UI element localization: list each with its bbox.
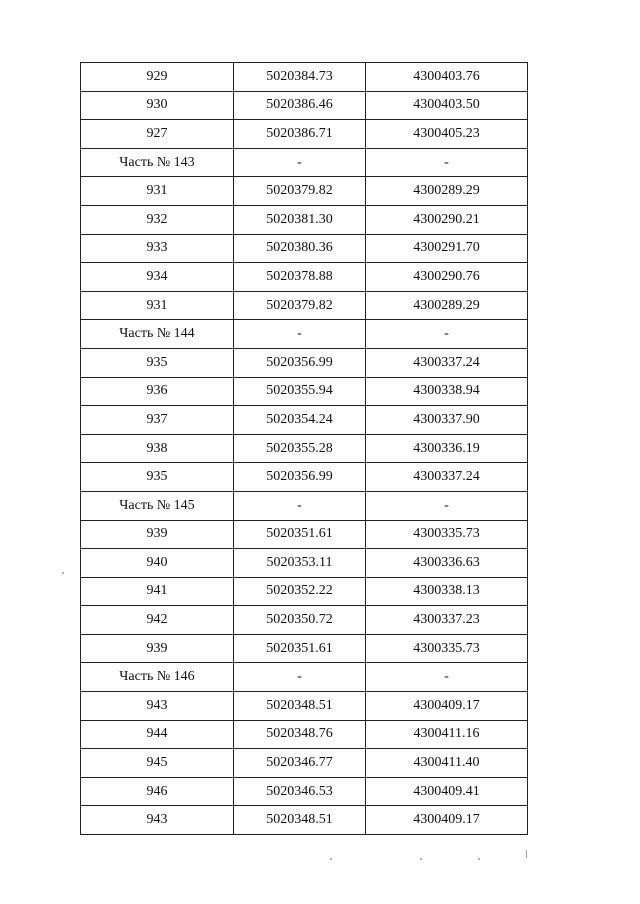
table-row [81,749,528,778]
y-coordinate-cell: 4300409.17 [366,806,528,835]
point-number-cell: 935 [81,463,234,492]
point-number-cell: 927 [81,120,234,149]
x-coordinate-cell: 5020384.73 [234,63,366,92]
y-coordinate-cell: 4300337.23 [366,606,528,635]
y-coordinate-cell: 4300338.13 [366,577,528,606]
x-coordinate-cell: 5020351.61 [234,634,366,663]
y-coordinate-cell: 4300403.50 [366,91,528,120]
y-coordinate-cell: 4300411.16 [366,720,528,749]
x-coordinate-cell: 5020380.36 [234,234,366,263]
x-coordinate-cell: 5020355.94 [234,377,366,406]
x-coordinate-cell: 5020350.72 [234,606,366,635]
point-number-cell: 945 [81,749,234,778]
section-label-cell: Часть № 145 [81,491,234,520]
point-number-cell: 938 [81,434,234,463]
y-coordinate-cell: 4300403.76 [366,63,528,92]
point-number-cell: 936 [81,377,234,406]
section-header-row [81,491,528,520]
point-number-cell: 941 [81,577,234,606]
y-coordinate-cell: 4300336.63 [366,549,528,578]
table-row [81,577,528,606]
x-coordinate-cell: 5020346.77 [234,749,366,778]
section-label-cell: Часть № 143 [81,148,234,177]
x-coordinate-cell: - [234,663,366,692]
table-row [81,406,528,435]
table-row [81,720,528,749]
table-row [81,177,528,206]
scan-speck [478,858,480,860]
point-number-cell: 933 [81,234,234,263]
table-row [81,291,528,320]
x-coordinate-cell: 5020348.76 [234,720,366,749]
y-coordinate-cell: 4300289.29 [366,177,528,206]
x-coordinate-cell: 5020351.61 [234,520,366,549]
x-coordinate-cell: 5020354.24 [234,406,366,435]
x-coordinate-cell: 5020356.99 [234,463,366,492]
section-header-row [81,320,528,349]
y-coordinate-cell: 4300336.19 [366,434,528,463]
y-coordinate-cell: 4300409.17 [366,692,528,721]
table-row [81,120,528,149]
x-coordinate-cell: 5020386.71 [234,120,366,149]
section-header-row [81,663,528,692]
table-row [81,634,528,663]
point-number-cell: 932 [81,205,234,234]
x-coordinate-cell: 5020352.22 [234,577,366,606]
y-coordinate-cell: - [366,663,528,692]
table-row [81,520,528,549]
table-row [81,63,528,92]
table-row [81,434,528,463]
y-coordinate-cell: 4300337.90 [366,406,528,435]
y-coordinate-cell: 4300335.73 [366,520,528,549]
y-coordinate-cell: 4300337.24 [366,463,528,492]
scan-speck [420,858,422,860]
x-coordinate-cell: 5020386.46 [234,91,366,120]
table-row [81,205,528,234]
point-number-cell: 937 [81,406,234,435]
table-row [81,692,528,721]
y-coordinate-cell: 4300289.29 [366,291,528,320]
y-coordinate-cell: 4300337.24 [366,348,528,377]
point-number-cell: 930 [81,91,234,120]
x-coordinate-cell: - [234,491,366,520]
table-row [81,348,528,377]
y-coordinate-cell: - [366,148,528,177]
point-number-cell: 943 [81,806,234,835]
point-number-cell: 940 [81,549,234,578]
x-coordinate-cell: 5020353.11 [234,549,366,578]
point-number-cell: 943 [81,692,234,721]
x-coordinate-cell: 5020379.82 [234,291,366,320]
scan-speck [526,850,527,858]
x-coordinate-cell: 5020348.51 [234,692,366,721]
coordinates-table [80,62,528,835]
point-number-cell: 946 [81,777,234,806]
x-coordinate-cell: 5020356.99 [234,348,366,377]
y-coordinate-cell: 4300405.23 [366,120,528,149]
y-coordinate-cell: 4300291.70 [366,234,528,263]
y-coordinate-cell: 4300338.94 [366,377,528,406]
x-coordinate-cell: 5020355.28 [234,434,366,463]
table-row [81,463,528,492]
point-number-cell: 934 [81,263,234,292]
y-coordinate-cell: 4300335.73 [366,634,528,663]
y-coordinate-cell: 4300409.41 [366,777,528,806]
section-label-cell: Часть № 146 [81,663,234,692]
table-row [81,377,528,406]
point-number-cell: 939 [81,634,234,663]
table-row [81,777,528,806]
point-number-cell: 929 [81,63,234,92]
x-coordinate-cell: 5020378.88 [234,263,366,292]
x-coordinate-cell: 5020346.53 [234,777,366,806]
table-row [81,263,528,292]
x-coordinate-cell: 5020381.30 [234,205,366,234]
scan-speck [62,572,64,574]
x-coordinate-cell: - [234,148,366,177]
x-coordinate-cell: - [234,320,366,349]
y-coordinate-cell: 4300411.40 [366,749,528,778]
point-number-cell: 942 [81,606,234,635]
point-number-cell: 939 [81,520,234,549]
table-row [81,806,528,835]
y-coordinate-cell: 4300290.76 [366,263,528,292]
x-coordinate-cell: 5020379.82 [234,177,366,206]
y-coordinate-cell: - [366,320,528,349]
point-number-cell: 935 [81,348,234,377]
section-header-row [81,148,528,177]
y-coordinate-cell: - [366,491,528,520]
point-number-cell: 944 [81,720,234,749]
table-row [81,606,528,635]
point-number-cell: 931 [81,177,234,206]
y-coordinate-cell: 4300290.21 [366,205,528,234]
point-number-cell: 931 [81,291,234,320]
x-coordinate-cell: 5020348.51 [234,806,366,835]
section-label-cell: Часть № 144 [81,320,234,349]
table-row [81,549,528,578]
table-row [81,234,528,263]
scan-speck [330,858,332,860]
table-row [81,91,528,120]
